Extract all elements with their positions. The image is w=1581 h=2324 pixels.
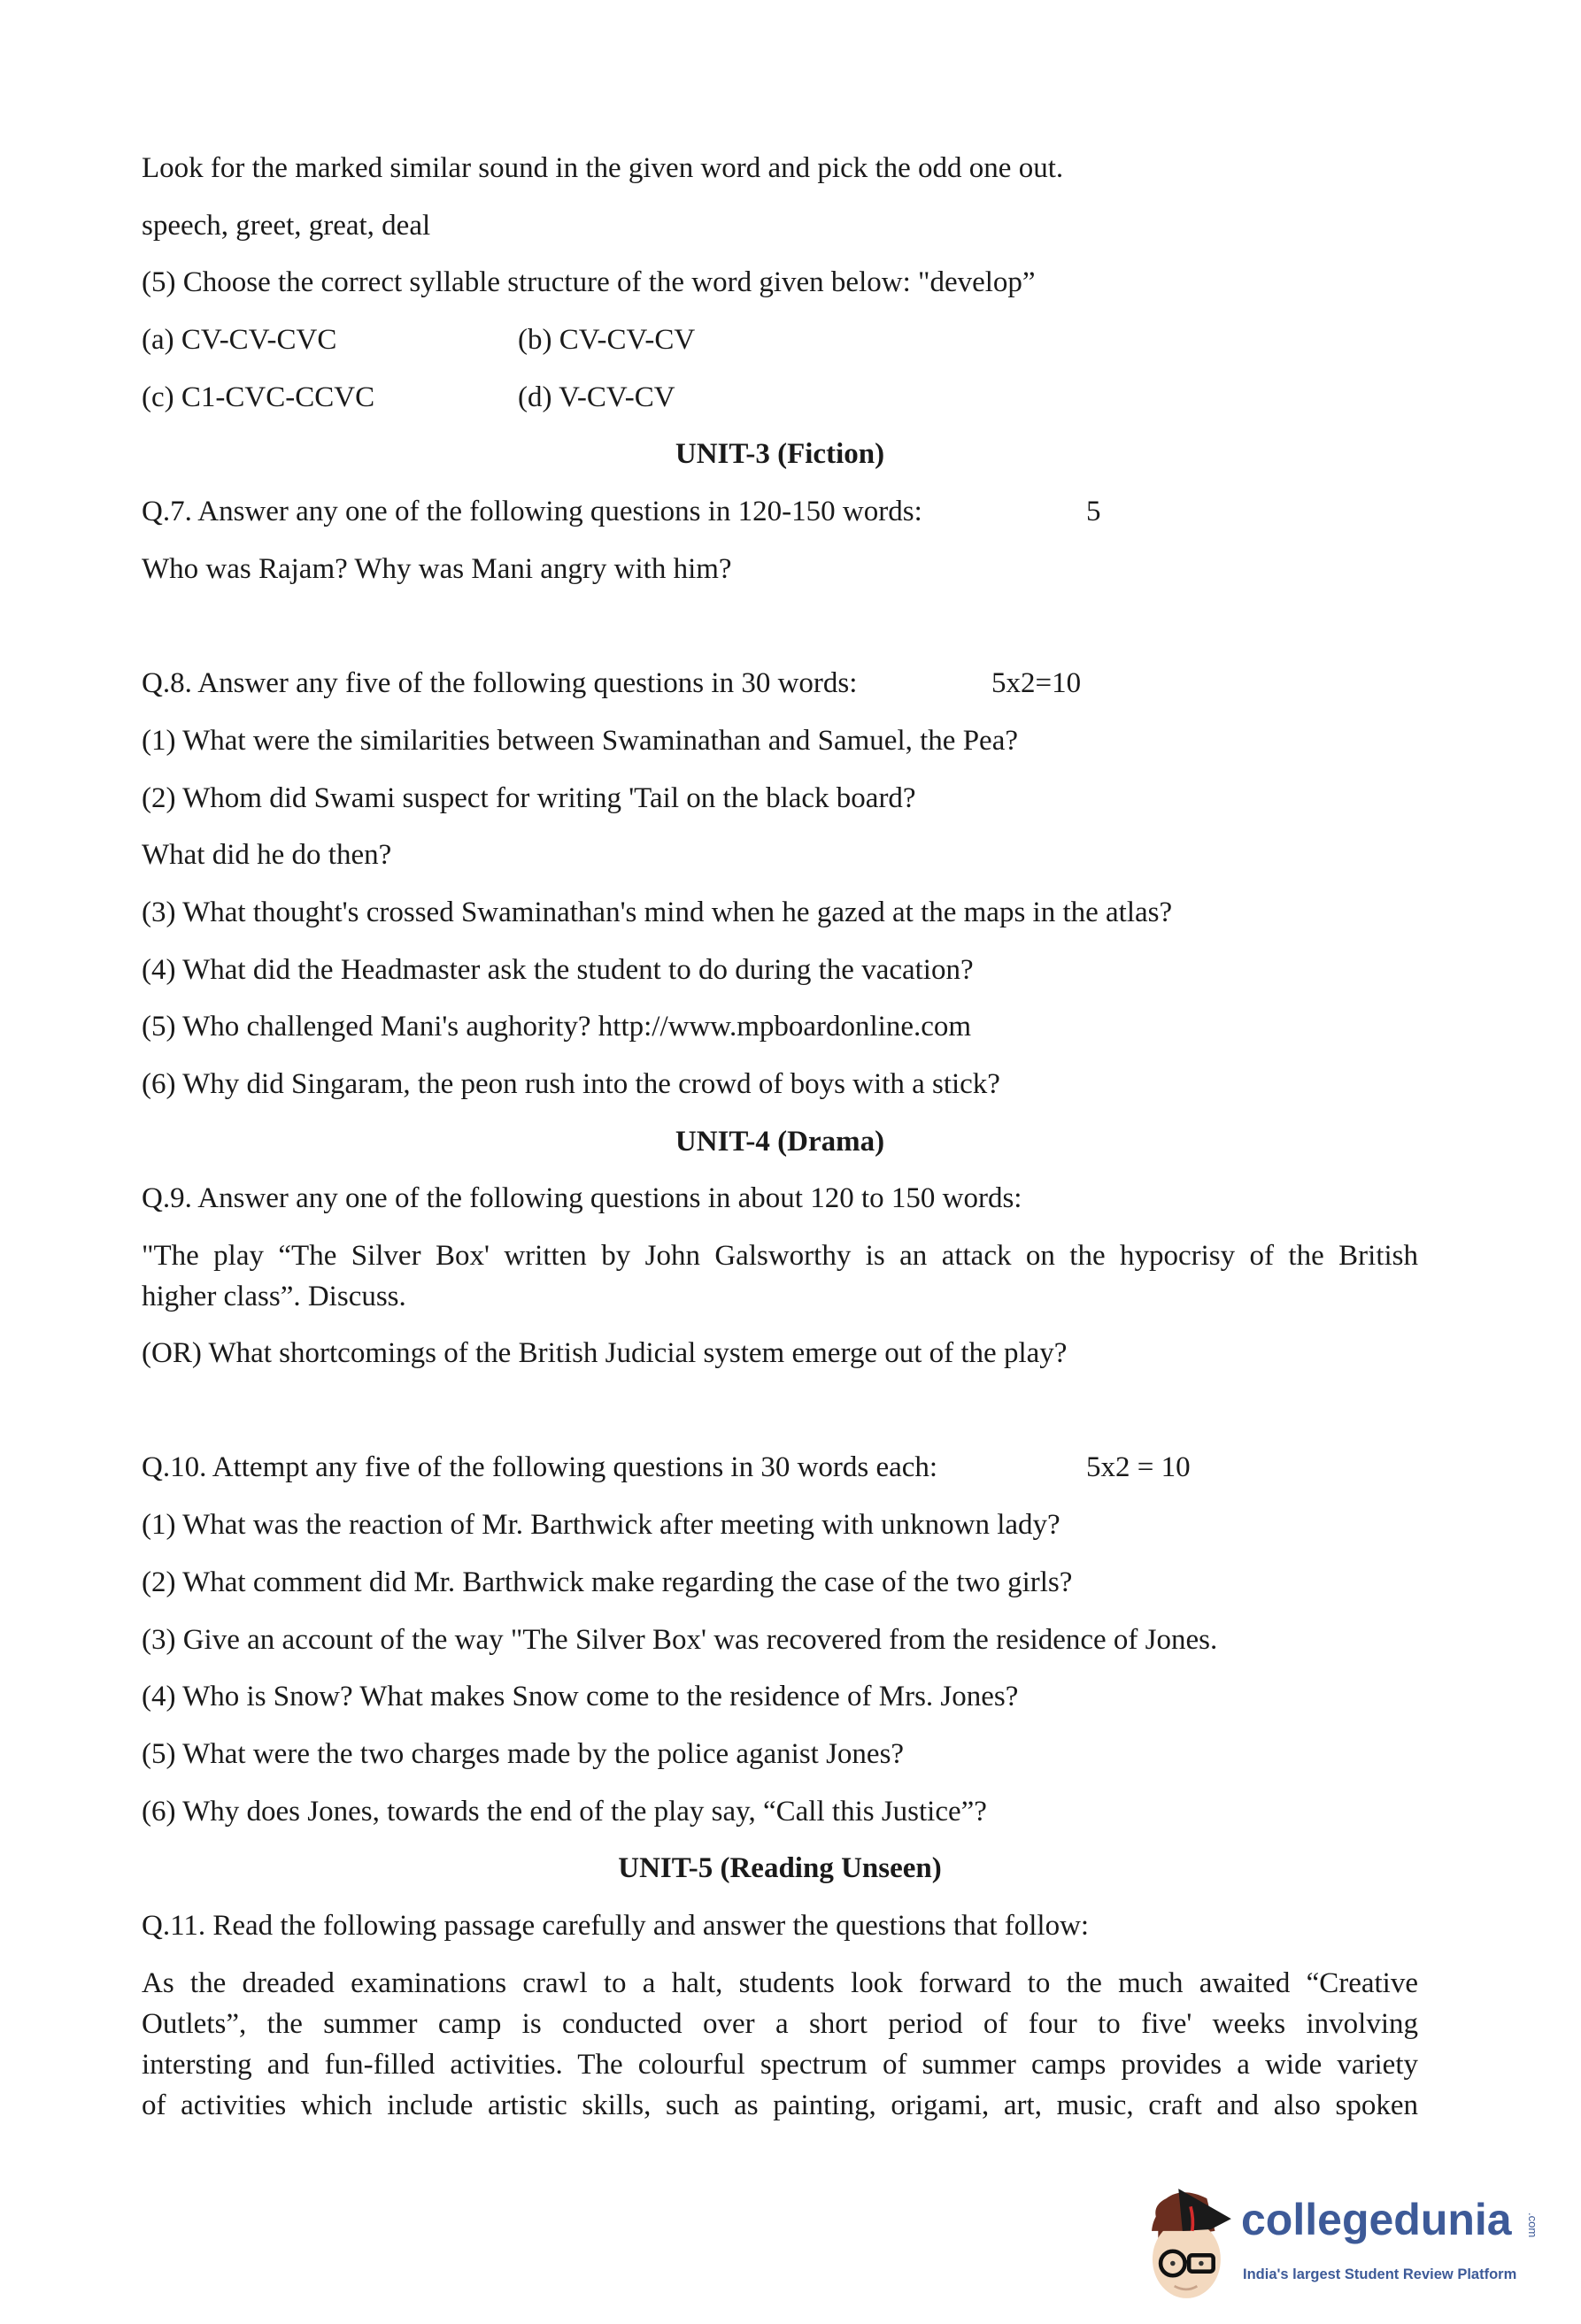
question-8 [142,655,1418,712]
question-8-marks: 5x2=10 [991,667,1082,700]
question-5: (5) Choose the correct syllable structure of the word given below: "develop” [142,266,1036,299]
question-7-prompt: Who was Rajam? Why was Mani angry with him? [142,552,732,585]
question-7-text: Q.7. Answer any one of the following questions in 120-150 words: [142,496,922,528]
passage-line: Outlets”, the summer camp is conducted over a short period of four to five' weeks involving [142,2007,1418,2040]
list-item: (1) What was the reaction of Mr. Barthwick after meeting with unknown lady? [142,1509,1060,1542]
list-item: (3) Give an account of the way "The Silver Box' was recovered from the residence of Jones. [142,1623,1218,1656]
list-item: (6) Why did Singaram, the peon rush into the crowd of boys with a stick? [142,1068,1000,1100]
question-9: Q.9. Answer any one of the following questions in about 120 to 150 words: [142,1182,1022,1215]
question-8-text: Q.8. Answer any five of the following questions in 30 words: [142,667,858,700]
option-c: (c) C1-CVC-CCVC [142,381,375,413]
list-item: (3) What thought's crossed Swaminathan's mind when he gazed at the maps in the atlas? [142,896,1173,928]
prompt-line: "The play “The Silver Box' written by John Galsworthy is an attack on the hypocrisy of the British [142,1240,1418,1273]
question-10-text: Q.10. Attempt any five of the following questions in 30 words each: [142,1451,938,1484]
logo-tagline: India's largest Student Review Platform [1243,2266,1517,2282]
options-row-1 [142,312,1418,369]
option-d: (d) V-CV-CV [518,381,675,413]
option-b: (b) CV-CV-CV [518,324,696,357]
question-11: Q.11. Read the following passage carefully and answer the questions that follow: [142,1909,1090,1942]
collegedunia-logo [1142,2168,1567,2310]
question-9-prompt [142,1227,1418,1325]
passage-line: intersting and fun-filled activities. The colourful spectrum of summer camps provides a wide variety [142,2048,1418,2081]
prompt-line: higher class”. Discuss. [142,1281,406,1313]
mascot-icon [1142,2168,1239,2310]
passage-line: As the dreaded examinations crawl to a halt, students look forward to the much awaited “Creative [142,1966,1418,1999]
unit-3-heading: UNIT-3 (Fiction) [675,438,885,471]
option-a: (a) CV-CV-CVC [142,324,337,357]
question-10-marks: 5x2 = 10 [1086,1451,1191,1484]
instruction-line: Look for the marked similar sound in the given word and pick the odd one out. [142,152,1064,184]
list-item: (5) What were the two charges made by the police aganist Jones? [142,1737,905,1770]
options-row-2 [142,369,1418,427]
logo-wordmark: collegedunia [1241,2195,1512,2244]
question-7 [142,483,1418,541]
passage-line: of activities which include artistic skills, such as painting, origami, art, music, craft and also spoken [142,2089,1418,2121]
document-page [142,140,1418,2134]
list-item: What did he do then? [142,839,392,872]
word-list: speech, greet, great, deal [142,209,431,242]
list-item: (2) What comment did Mr. Barthwick make regarding the case of the two girls? [142,1566,1073,1598]
list-item: (4) What did the Headmaster ask the student to do during the vacation? [142,953,974,986]
unit-5-heading: UNIT-5 (Reading Unseen) [618,1852,942,1885]
list-item: (1) What were the similarities between Swaminathan and Samuel, the Pea? [142,724,1018,757]
list-item: (4) Who is Snow? What makes Snow come to the residence of Mrs. Jones? [142,1681,1019,1713]
question-7-marks: 5 [1086,496,1101,528]
question-10 [142,1439,1418,1497]
logo-suffix: .com [1526,2212,1539,2238]
list-item: (6) Why does Jones, towards the end of the play say, “Call this Justice”? [142,1795,987,1828]
list-item: (5) Who challenged Mani's aughority? http://www.mpboardonline.com [142,1011,972,1043]
unit-4-heading: UNIT-4 (Drama) [675,1125,885,1158]
passage [142,1955,1418,2134]
question-9-or: (OR) What shortcomings of the British Judicial system emerge out of the play? [142,1337,1068,1370]
list-item: (2) Whom did Swami suspect for writing 'Tail on the black board? [142,781,916,814]
